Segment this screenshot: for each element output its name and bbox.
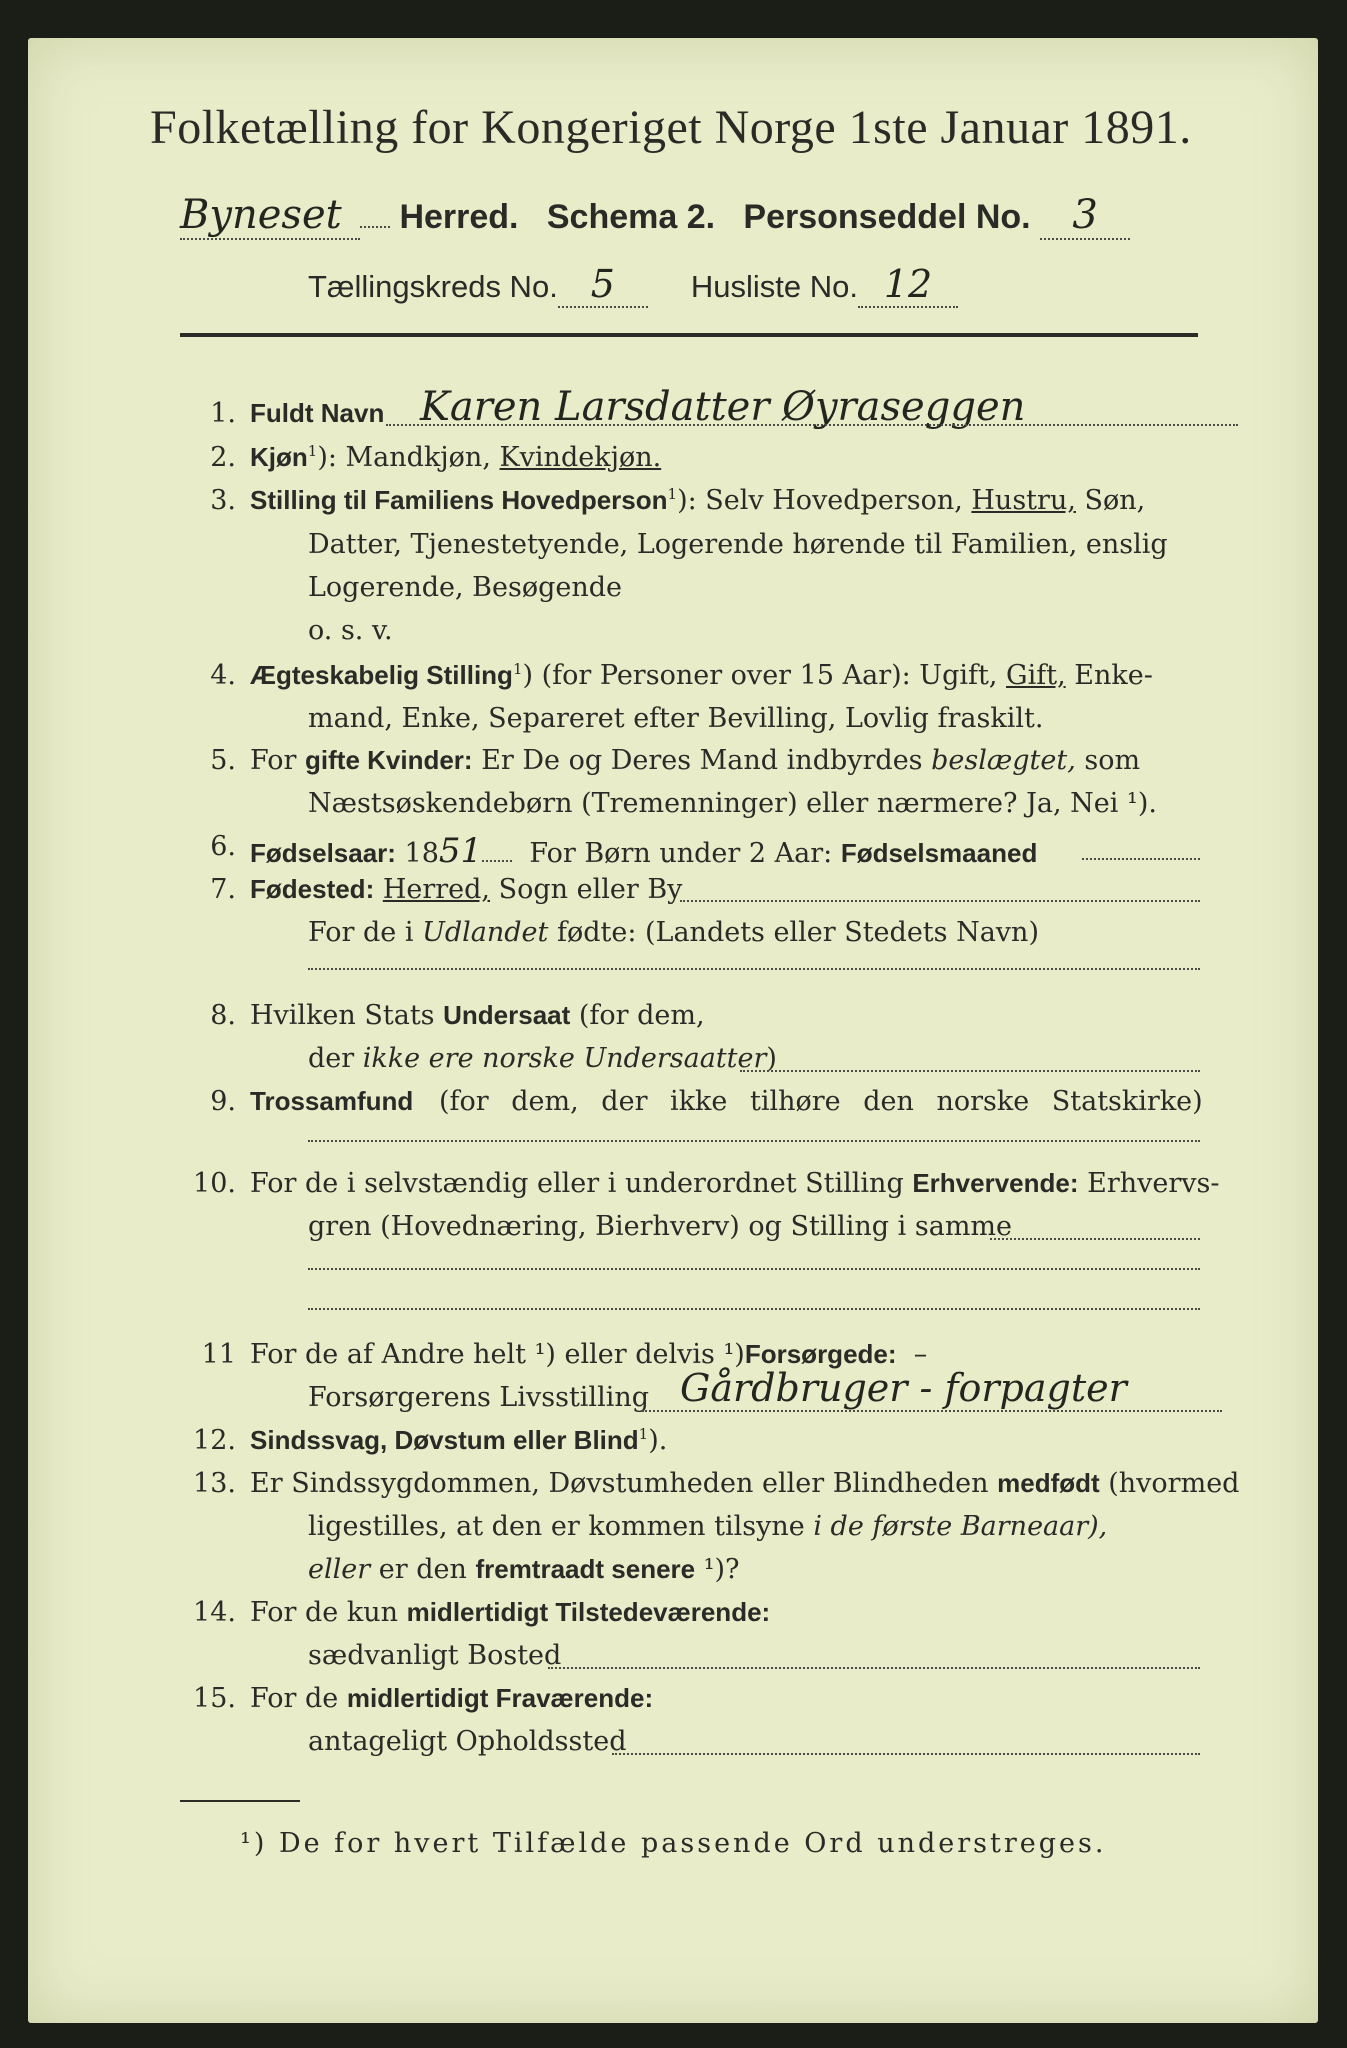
herred-label: Herred. [399,198,519,236]
personseddel-value: 3 [1040,192,1130,240]
header-line-3 [308,262,958,308]
personseddel-label: Personseddel No. [743,198,1031,236]
kreds-value: 5 [558,262,648,308]
husliste-value: 12 [858,262,958,308]
full-name-value: Karen Larsdatter Øyraseggen [420,384,1026,430]
husliste-label: Husliste No. [690,269,858,304]
form-title: Folketælling for Kongeriget Norge 1ste Januar 1891. [150,101,1192,154]
schema-label: Schema 2. [546,198,716,236]
footnote: ¹) De for hvert Tilfælde passende Ord understreges. [240,1828,1107,1859]
sex-choice: Kvindekjøn. [499,442,662,473]
kreds-label: Tællingskreds No. [308,269,558,304]
provider-occupation-value: Gårdbruger - forpagter [680,1366,1127,1410]
header-line-2 [180,192,1130,240]
herred-value: Byneset [180,192,360,240]
header-rule [180,333,1198,337]
footnote-rule [180,1800,300,1802]
birth-year-value: 51 [438,831,483,871]
